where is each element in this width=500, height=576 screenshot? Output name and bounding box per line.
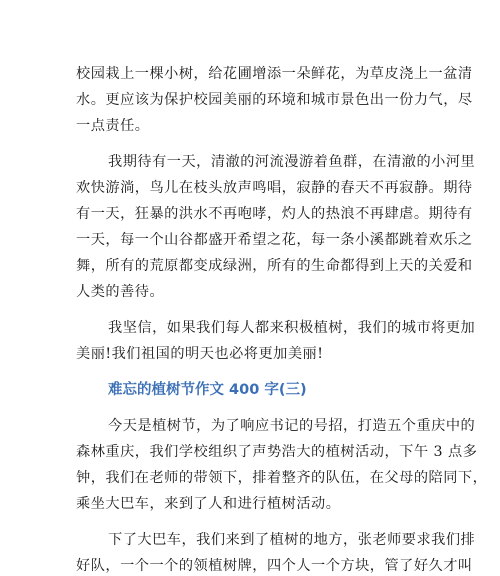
paragraph-4-line-3: 钟，我们在老师的带领下，排着整齐的队伍，在父母的陪同下， [76, 470, 488, 486]
paragraph-2-line-2: 欢快游淌，鸟儿在枝头放声鸣唱，寂静的春天不再寂静。期待 [76, 180, 473, 196]
paragraph-5-line-2: 好队，一个一个的领植树牌，四个人一个方块，管了好久才叫 [76, 558, 473, 574]
paragraph-1-line-1: 校园栽上一棵小树，给花圃增添一朵鲜花，为草皮浇上一盆清 [76, 66, 473, 82]
paragraph-4-line-1: 今天是植树节，为了响应书记的号招，打造五个重庆中的 [108, 418, 476, 434]
paragraph-1-line-3: 一点责任。 [76, 118, 150, 134]
paragraph-3-line-2: 美丽!我们祖国的明天也必将更加美丽! [76, 346, 324, 362]
paragraph-4-line-4: 乘坐大巴车，来到了人和进行植树活动。 [76, 496, 341, 512]
paragraph-4-line-2: 森林重庆，我们学校组织了声势浩大的植树活动，下午 3 点多 [76, 444, 478, 460]
paragraph-1-line-2: 水。更应该为保护校园美丽的环境和城市景色出一份力气，尽 [76, 92, 473, 108]
paragraph-2-line-4: 一天，每一个山谷都盛开希望之花，每一条小溪都跳着欢乐之 [76, 232, 473, 248]
paragraph-3-line-1: 我坚信，如果我们每人都来积极植树，我们的城市将更加 [108, 320, 476, 336]
paragraph-5-line-1: 下了大巴车，我们来到了植树的地方，张老师要求我们排 [108, 532, 476, 548]
paragraph-2-line-6: 人类的善待。 [76, 284, 165, 300]
paragraph-2-line-3: 有一天，狂暴的洪水不再咆哮，灼人的热浪不再肆虐。期待有 [76, 206, 473, 222]
section-heading: 难忘的植树节作文 400 字(三) [108, 382, 307, 398]
paragraph-2-line-5: 舞，所有的荒原都变成绿洲，所有的生命都得到上天的关爱和 [76, 258, 473, 274]
paragraph-2-line-1: 我期待有一天，清澈的河流漫游着鱼群，在清澈的小河里 [108, 154, 476, 170]
